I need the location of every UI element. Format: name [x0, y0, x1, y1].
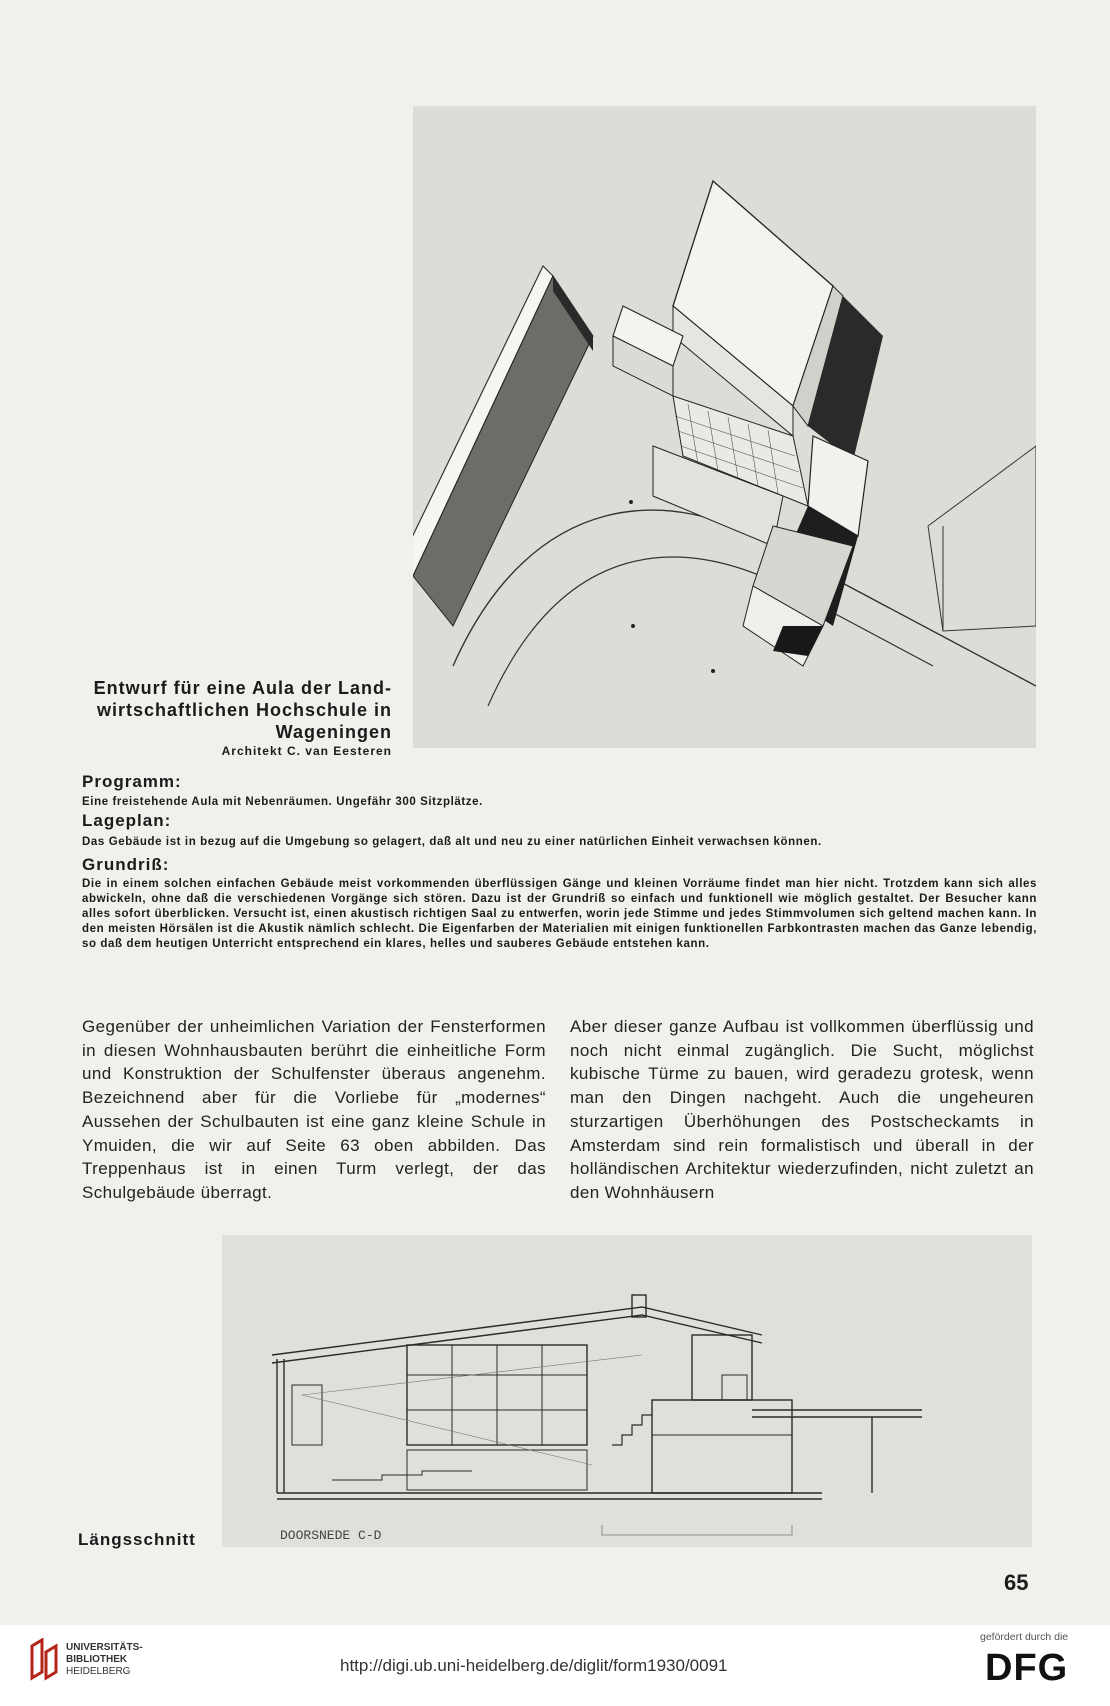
- funder-text: gefördert durch die: [980, 1631, 1069, 1643]
- page-number: 65: [1004, 1570, 1029, 1595]
- library-name-line-3: HEIDELBERG: [66, 1666, 131, 1677]
- figure-caption-line-2: wirtschaftlichen Hochschule in: [96, 700, 392, 720]
- isometric-drawing: [413, 106, 1036, 748]
- figure-label: Längsschnitt: [78, 1530, 196, 1549]
- section-heading-lageplan: Lageplan:: [82, 811, 172, 830]
- library-name-line-2: BIBLIOTHEK: [66, 1654, 128, 1665]
- library-name-line-1: UNIVERSITÄTS-: [66, 1642, 143, 1653]
- body-column-left: Gegenüber der unheimlichen Variation der Fensterformen in diesen Wohnhausbauten berührt die einheitliche Form und Konstruktion der Schulfenster überaus angenehm. Bezeichnend aber für die Vorliebe für „modernes“ Aussehen der Schulbauten ist eine ganz kleine Schule in Ymuiden, die wir auf Seite 63 oben abbilden. Das Treppenhaus ist in einen Turm verlegt, der das Schulgebäude überragt.: [82, 1017, 546, 1202]
- library-name: [66, 1642, 143, 1678]
- figure-caption-architect: Architekt C. van Eesteren: [221, 744, 392, 758]
- section-text-grundriss: Die in einem solchen einfachen Gebäude meist vorkommenden überflüssigen Gänge und kleinen Vorräume findet man hier nicht. Trotzdem kann sich alles abwickeln, ohne daß die verschiedenen Vorgänge sich stören. Dazu ist der Grundriß so einfach und funktionell wie möglich gestaltet. Der Besucher kann alles sofort überblicken. Versucht ist, einen akustisch richtigen Saal zu entwerfen, worin jede Stimme und jedes Stimmvolumen sich geltend machen kann. In den meisten Hörsälen ist die Akustik nämlich schlecht. Die Eigenfarben der Materialien mit einigen funktionellen Farbkontrasten machen das Ganze lebendig, so daß dem heutigen Unterricht entsprechend ein klares, helles und sauberes Gebäude entstehen kann.: [82, 878, 1037, 950]
- library-logo-icon: [28, 1638, 62, 1682]
- section-heading-grundriss: Grundriß:: [82, 855, 170, 874]
- figure-caption-line-3: Wageningen: [275, 722, 392, 742]
- section-drawing: [222, 1235, 1032, 1547]
- section-text-programm: Eine freistehende Aula mit Nebenräumen. Ungefähr 300 Sitzplätze.: [82, 796, 483, 808]
- dfg-logo: DFG: [985, 1647, 1069, 1689]
- drawing-title: DOORSNEDE C-D: [280, 1528, 382, 1543]
- section-text-lageplan: Das Gebäude ist in bezug auf die Umgebung so gelagert, daß alt und neu zu einer natürlichen Einheit verwachsen können.: [82, 836, 822, 848]
- source-url-link[interactable]: http://digi.ub.uni-heidelberg.de/diglit/form1930/0091: [340, 1656, 728, 1675]
- figure-caption-line-1: Entwurf für eine Aula der Land-: [93, 678, 392, 698]
- body-column-right: Aber dieser ganze Aufbau ist vollkommen überflüssig und noch nicht einmal zugänglich. Die Sucht, möglichst kubische Türme zu bauen, wird geradezu grotesk, wenn man den Dingen nachgeht. Auch die ungeheuren sturzartigen Überhöhungen des Postscheckamts in Amsterdam sind rein formalistisch und überall in der holländischen Architektur wiederzufinden, nicht zuletzt an den Wohnhäusern: [570, 1017, 1034, 1202]
- section-heading-programm: Programm:: [82, 772, 182, 791]
